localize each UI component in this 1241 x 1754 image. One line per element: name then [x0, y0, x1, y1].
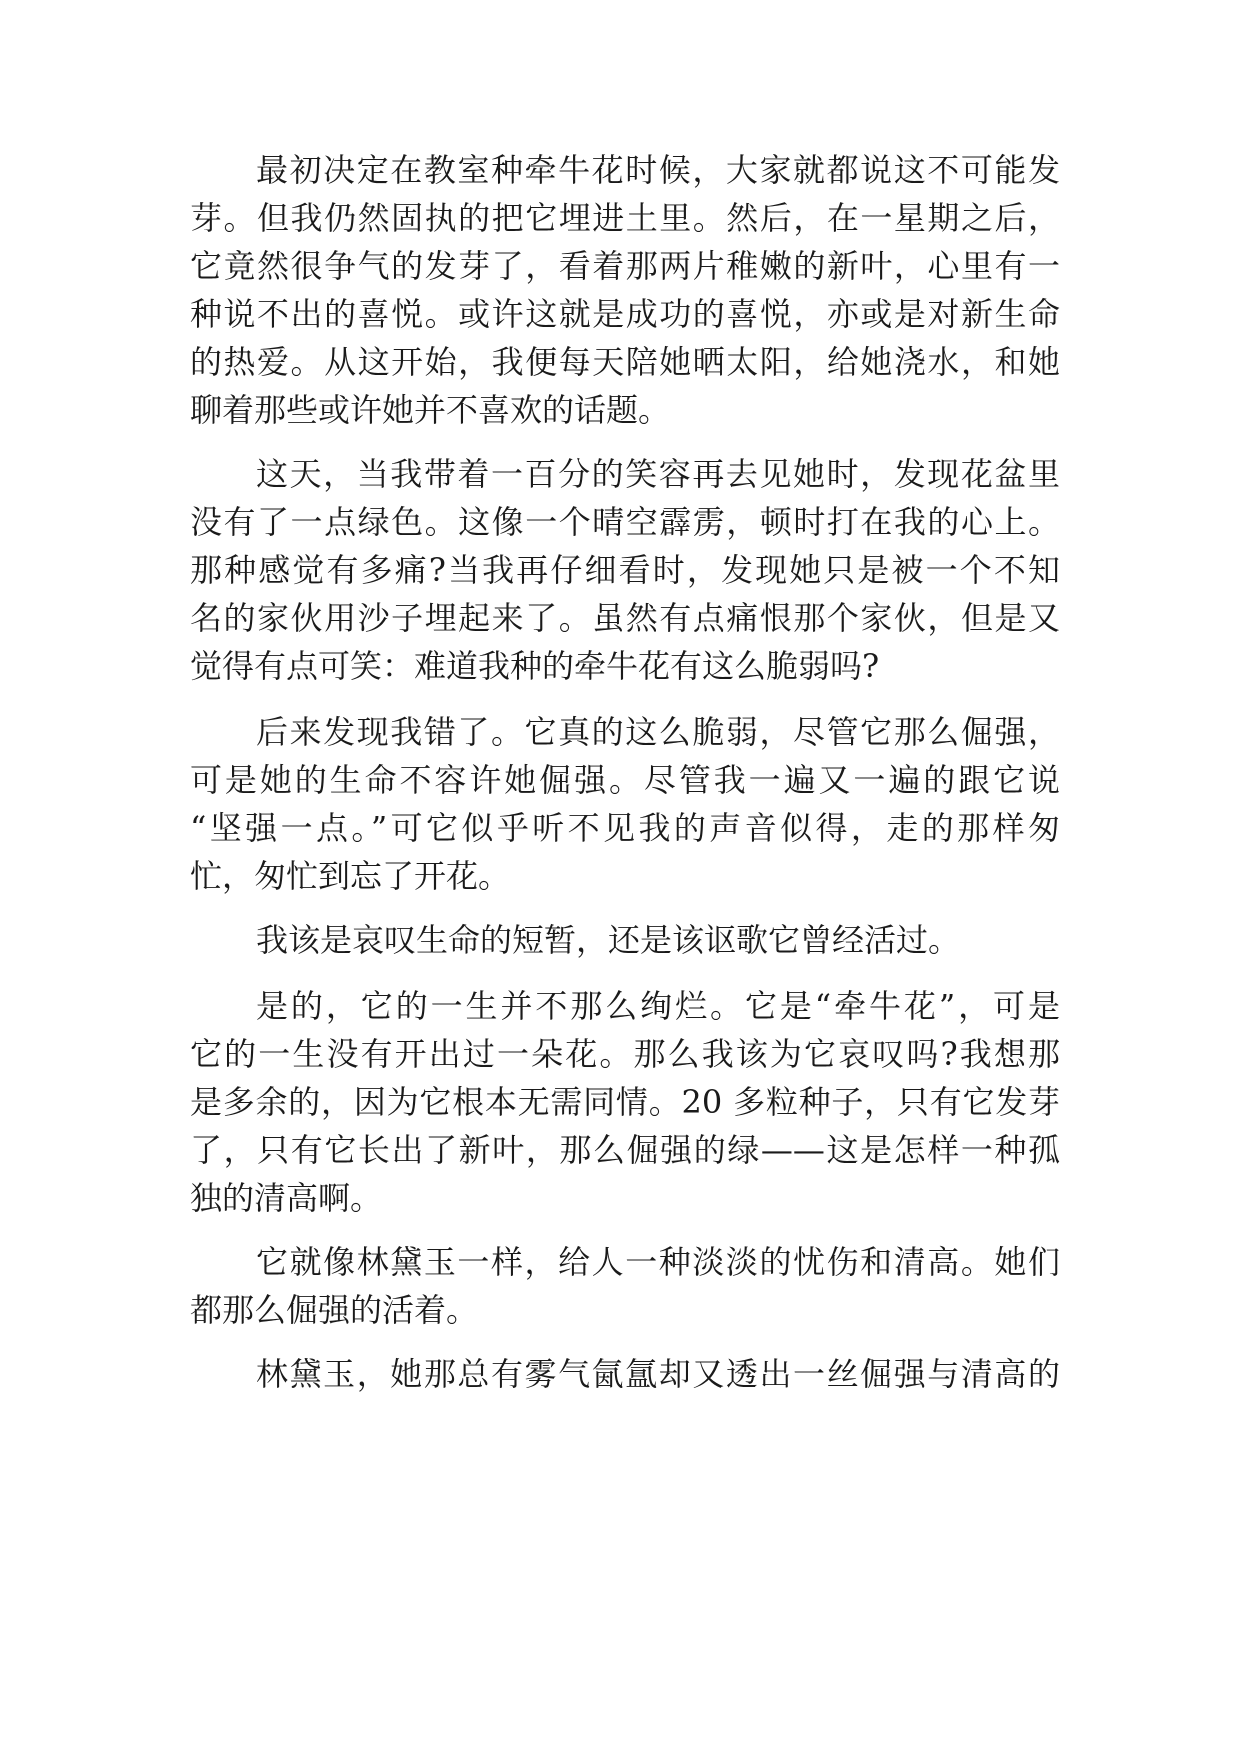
text-line: “坚强一点。”可它似乎听不见我的声音似得，走的那样匆	[190, 809, 1060, 847]
text-line: 没有了一点绿色。这像一个晴空霹雳，顿时打在我的心上。	[190, 503, 1060, 541]
text-line: 是多余的，因为它根本无需同情。20 多粒种子，只有它发芽	[190, 1083, 1060, 1121]
text-line: 是的，它的一生并不那么绚烂。它是“牵牛花”，可是	[256, 987, 1060, 1025]
text-line: 它的一生没有开出过一朵花。那么我该为它哀叹吗?我想那	[190, 1035, 1060, 1073]
text-line: 它竟然很争气的发芽了，看着那两片稚嫩的新叶，心里有一	[190, 247, 1060, 285]
text-line: 觉得有点可笑：难道我种的牵牛花有这么脆弱吗?	[190, 647, 880, 685]
text-line: 这天，当我带着一百分的笑容再去见她时，发现花盆里	[256, 455, 1060, 493]
text-line: 种说不出的喜悦。或许这就是成功的喜悦，亦或是对新生命	[190, 295, 1060, 333]
text-line: 它就像林黛玉一样，给人一种淡淡的忧伤和清高。她们	[256, 1243, 1060, 1281]
text-line: 我该是哀叹生命的短暂，还是该讴歌它曾经活过。	[256, 921, 961, 959]
text-line: 了，只有它长出了新叶，那么倔强的绿——这是怎样一种孤	[190, 1131, 1060, 1169]
text-line: 那种感觉有多痛?当我再仔细看时，发现她只是被一个不知	[190, 551, 1060, 589]
text-line: 芽。但我仍然固执的把它埋进土里。然后，在一星期之后，	[190, 199, 1060, 237]
text-line: 聊着那些或许她并不喜欢的话题。	[190, 391, 671, 429]
text-line: 都那么倔强的活着。	[190, 1291, 479, 1329]
text-line: 忙，匆忙到忘了开花。	[190, 857, 511, 895]
text-line: 独的清高啊。	[190, 1179, 383, 1217]
text-line: 最初决定在教室种牵牛花时候，大家就都说这不可能发	[256, 151, 1060, 189]
text-line: 后来发现我错了。它真的这么脆弱，尽管它那么倔强，	[256, 713, 1060, 751]
text-line: 的热爱。从这开始，我便每天陪她晒太阳，给她浇水，和她	[190, 343, 1060, 381]
text-line: 可是她的生命不容许她倔强。尽管我一遍又一遍的跟它说	[190, 761, 1060, 799]
text-line: 林黛玉，她那总有雾气氤氲却又透出一丝倔强与清高的	[256, 1355, 1060, 1393]
text-line: 名的家伙用沙子埋起来了。虽然有点痛恨那个家伙，但是又	[190, 599, 1060, 637]
